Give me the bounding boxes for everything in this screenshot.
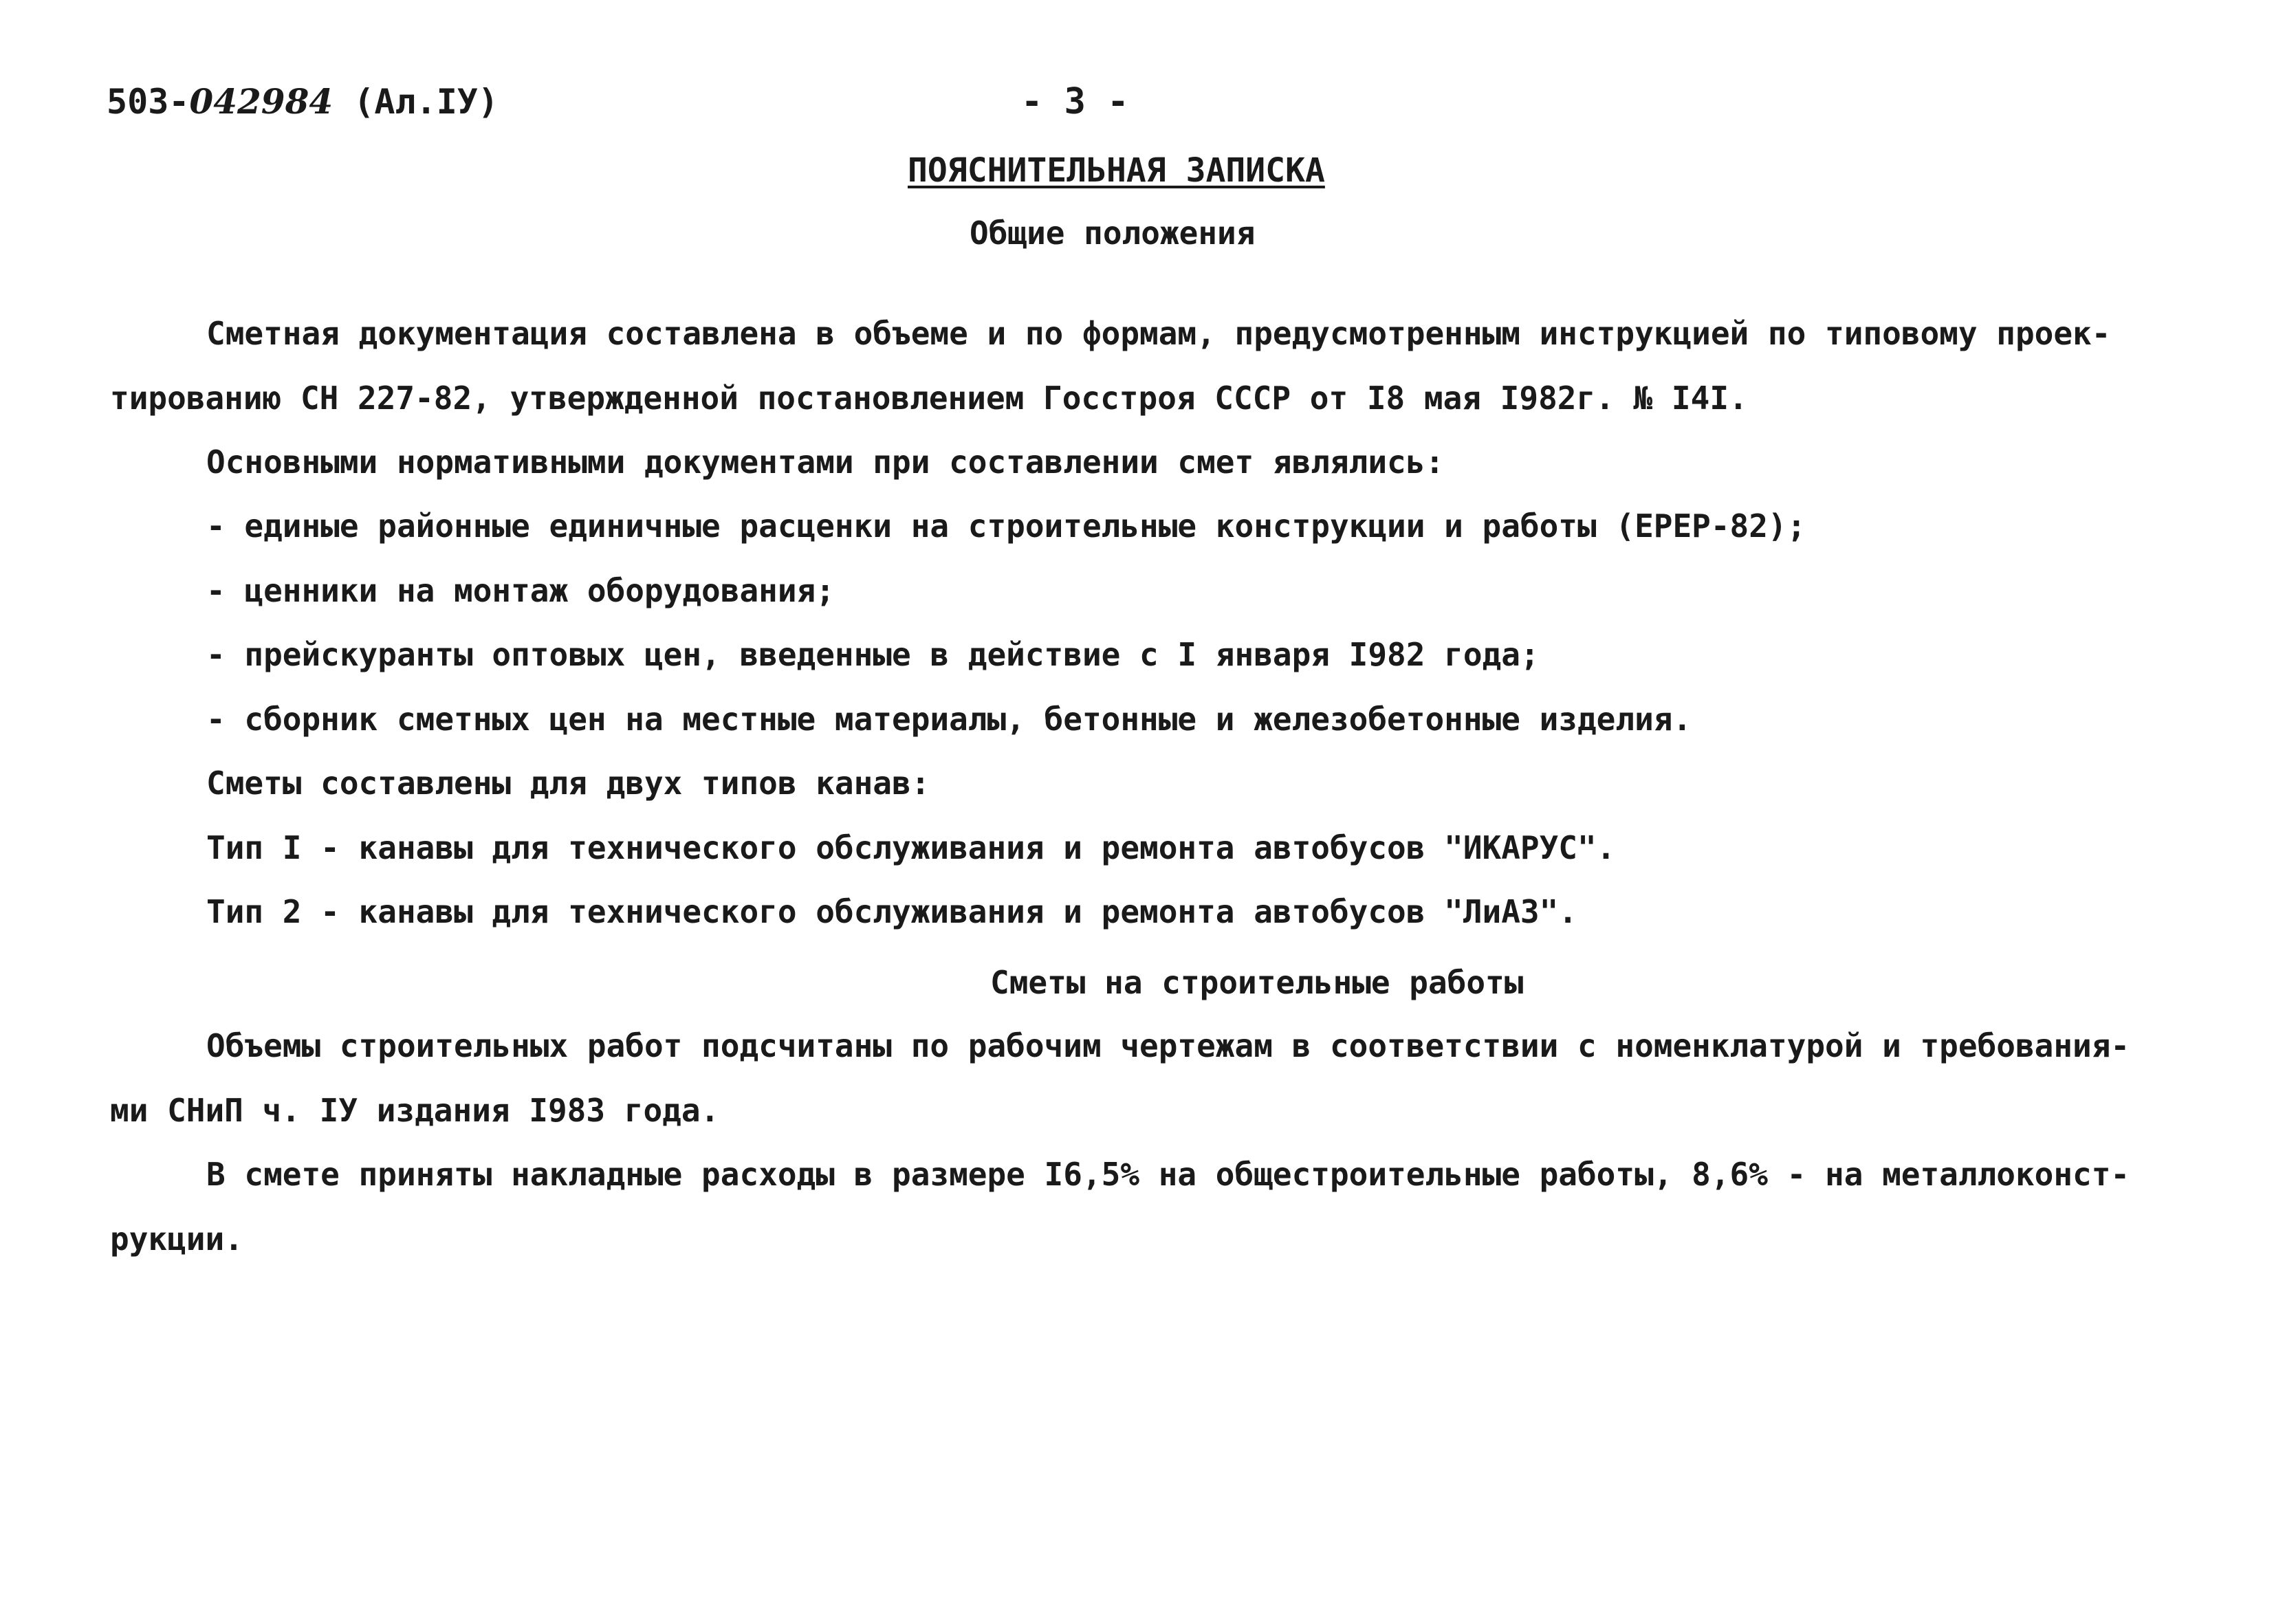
paragraph-line: Сметная документация составлена в объеме и по формам, предусмотренным инструкцией по типовому проек- [206,315,2111,352]
paragraph-line: рукции. [110,1220,243,1258]
page-number: - 3 - [1021,81,1129,122]
document-code-handwritten: 042984 [189,81,334,122]
paragraph-line: Тип 2 - канавы для технического обслуживания и ремонта автобусов "ЛиАЗ". [206,893,1577,930]
list-item: - прейскуранты оптовых цен, введенные в действие с I января I982 года; [206,636,1540,673]
paragraph-line: Тип I - канавы для технического обслуживания и ремонта автобусов "ИКАРУС". [206,829,1616,866]
section-heading: Сметы на строительные работы [990,964,1524,1001]
section-subtitle: Общие положения [970,215,1256,252]
paragraph-line: тированию СН 227-82, утвержденной постановлением Госстроя СССР от I8 мая I982г. № I4I. [110,380,1748,417]
paragraph-line: Основными нормативными документами при составлении смет являлись: [206,443,1445,481]
paragraph-line: Объемы строительных работ подсчитаны по рабочим чертежам в соответствии с номенклатурой и требования- [206,1027,2130,1064]
document-title: ПОЯСНИТЕЛЬНАЯ ЗАПИСКА [908,151,1325,190]
list-item: - сборник сметных цен на местные материалы, бетонные и железобетонные изделия. [206,701,1692,738]
list-item: - единые районные единичные расценки на строительные конструкции и работы (ЕРЕР-82); [206,507,1806,545]
document-code-prefix: 503- [107,82,190,122]
paragraph-line: В смете приняты накладные расходы в размере I6,5% на общестроительные работы, 8,6% - на металлоконст- [206,1156,2130,1193]
paragraph-line: Сметы составлены для двух типов канав: [206,765,930,802]
list-item: - ценники на монтаж оборудования; [206,572,835,609]
paragraph-line: ми СНиП ч. IУ издания I983 года. [110,1092,720,1129]
document-code-suffix: (Ал.IУ) [353,82,499,122]
document-code [107,81,499,122]
